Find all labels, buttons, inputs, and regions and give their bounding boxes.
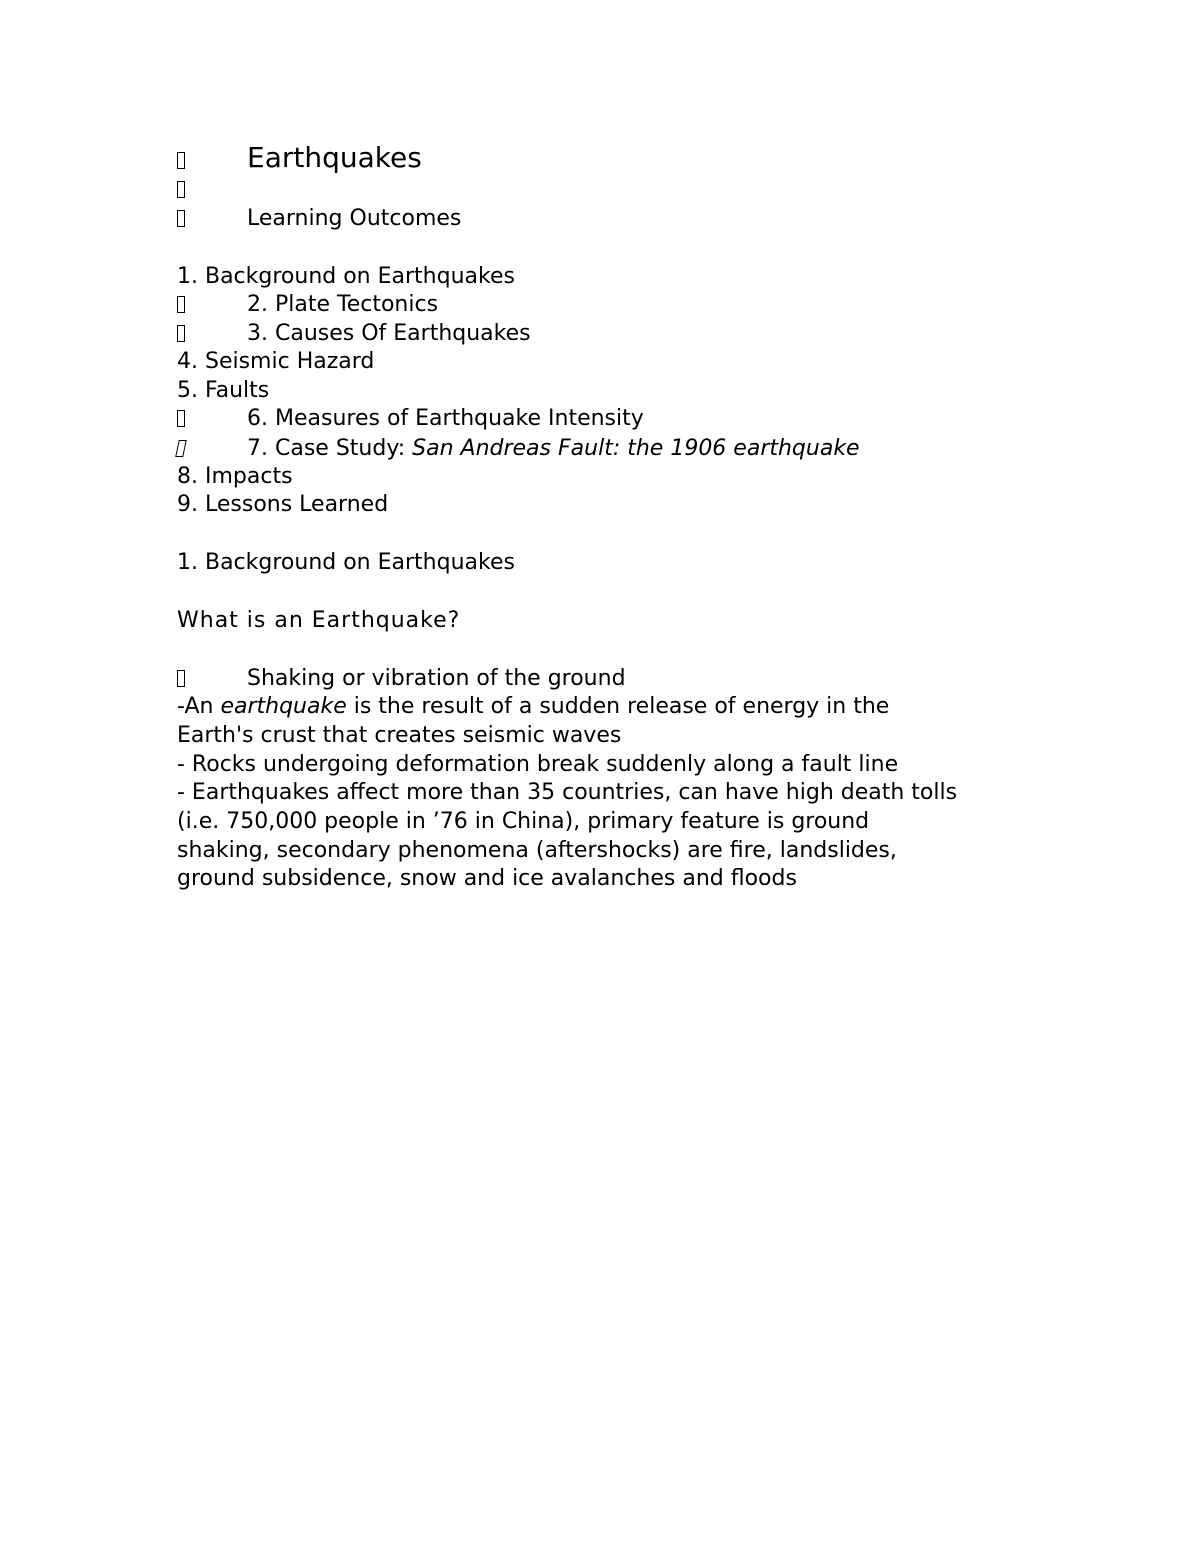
empty-bullet-line — [177, 176, 247, 204]
paragraph-line — [177, 751, 898, 779]
outline-item — [177, 320, 531, 348]
bullet-glyph-icon — [177, 141, 247, 175]
paragraph-text: (i.e. 750,000 people in ’76 in China), primary feature is ground — [177, 809, 870, 834]
paragraph-text: - Earthquakes affect more than 35 countries, can have high death tolls — [177, 780, 958, 805]
section-heading — [177, 549, 515, 577]
section-heading-text: 1. Background on Earthquakes — [177, 550, 515, 575]
document-subtitle: Learning Outcomes — [247, 206, 462, 231]
bullet-glyph-icon — [177, 291, 247, 319]
paragraph-text: Earth's crust that creates seismic waves — [177, 723, 622, 748]
bullet-text: Shaking or vibration of the ground — [247, 666, 626, 691]
paragraph-line — [177, 837, 897, 865]
question-text: What is an Earthquake? — [177, 608, 461, 633]
outline-item-text: 5. Faults — [177, 378, 270, 403]
outline-item — [177, 463, 293, 491]
outline-item — [177, 435, 860, 463]
paragraph-text: -An — [177, 694, 221, 719]
outline-item-text: 8. Impacts — [177, 464, 293, 489]
bullet-glyph-icon — [177, 320, 247, 348]
paragraph-line — [177, 865, 797, 893]
paragraph-text: ground subsidence, snow and ice avalanches and floods — [177, 866, 797, 891]
outline-item — [177, 377, 269, 405]
outline-item — [177, 263, 515, 291]
outline-item — [177, 348, 374, 376]
paragraph-line — [177, 693, 889, 721]
outline-item-text: 3. Causes Of Earthquakes — [247, 321, 531, 346]
paragraph-line — [177, 808, 869, 836]
outline-item — [177, 405, 644, 433]
subtitle-line — [177, 205, 461, 233]
outline-item-text: 7. Case Study: — [247, 436, 413, 461]
bullet-glyph-icon — [177, 176, 247, 204]
outline-item-text: 4. Seismic Hazard — [177, 349, 375, 374]
bullet-glyph-icon — [177, 665, 247, 693]
paragraph-line — [177, 722, 621, 750]
outline-item-text: 1. Background on Earthquakes — [177, 264, 515, 289]
paragraph-text: - Rocks undergoing deformation break suddenly along a fault line — [177, 752, 899, 777]
outline-item-text: 2. Plate Tectonics — [247, 292, 439, 317]
bullet-glyph-icon — [177, 205, 247, 233]
bullet-glyph-icon — [177, 435, 247, 463]
paragraph-term: earthquake — [220, 694, 347, 719]
outline-item — [177, 291, 438, 319]
bullet-glyph-icon — [177, 405, 247, 433]
paragraph-text: shaking, secondary phenomena (aftershocks) are fire, landslides, — [177, 838, 897, 863]
outline-item-text: 6. Measures of Earthquake Intensity — [247, 406, 644, 431]
bullet-line — [177, 665, 626, 693]
document-title: Earthquakes — [247, 141, 422, 174]
outline-item-text: 9. Lessons Learned — [177, 492, 389, 517]
question-heading — [177, 607, 460, 635]
paragraph-line — [177, 779, 957, 807]
paragraph-text: is the result of a sudden release of energy in the — [346, 694, 890, 719]
case-study-title: San Andreas Fault: the 1906 earthquake — [412, 436, 860, 461]
outline-item — [177, 491, 388, 519]
title-line — [177, 141, 422, 175]
